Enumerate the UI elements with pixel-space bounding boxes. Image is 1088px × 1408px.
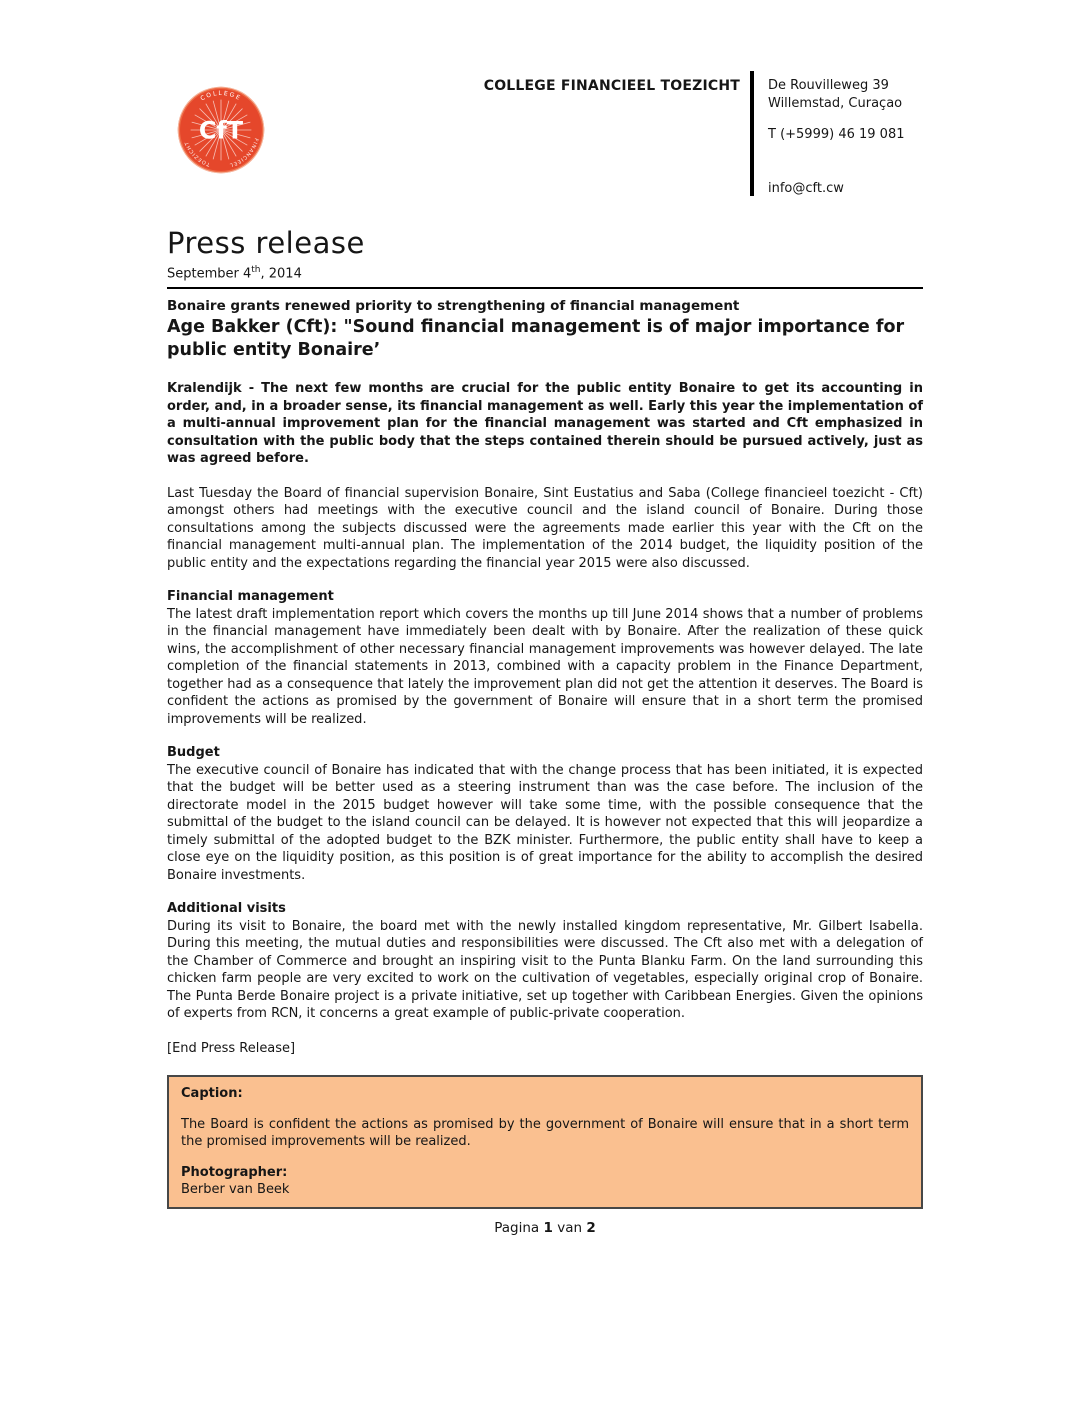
caption-label: Caption: [181,1086,243,1102]
caption-text: The Board is confident the actions as promised by the government of Bonaire will ensure that in a short term the promised improvements will be realized. [181,1116,909,1150]
section-financial-management [167,588,923,728]
seal-ring-text-right: FINANCIEEL [228,137,259,168]
intro-paragraph: Last Tuesday the Board of financial supervision Bonaire, Sint Eustatius and Saba (College financieel toezicht - Cft) amongst others had meetings with the executive council and the island council of Bonaire. During those consultations among the subjects discussed were the agreements made earlier this year with the Cft on the financial management multi-annual plan. The implementation of the 2014 budget, the liquidity position of the public entity and the expectations regarding the financial year 2015 were also discussed. [167,485,923,571]
page-footer [167,1220,923,1238]
section-budget [167,744,923,884]
caption-box [167,1075,923,1209]
footer-page-total: 2 [586,1219,596,1236]
section-additional-visits [167,900,923,1023]
date-prefix: September 4 [167,266,252,282]
photographer-label: Photographer: [181,1164,288,1180]
page-title: Press release [167,226,365,260]
date-ordinal: th [251,265,261,275]
email-address: info@cft.cw [768,181,844,196]
end-press-release-marker: [End Press Release] [167,1040,296,1056]
headline: Age Bakker (Cft): "Sound financial management is of major importance for public entity Bonaire’ [167,317,905,360]
date-line [167,262,923,289]
footer-page-word: Pagina [494,1219,540,1236]
phone-number: T (+5999) 46 19 081 [768,127,905,142]
section-body: The latest draft implementation report which covers the months up till June 2014 shows that a number of problems in the financial management have immediately been dealt with by Bonaire. After the realization of these quick wins, the accomplishment of other necessary financial management improvements was however delayed. The late completion of the financial statements in 2013, combined with a capacity problem in the Finance Department, together had as a consequence that lately the improvement plan did not get the attention it deserves. The Board is confident the actions as promised by the government of Bonaire will ensure that in a short term the promised improvements will be realized. [167,606,923,727]
seal-ring-text-top: COLLEGE [199,90,243,103]
section-body: The executive council of Bonaire has indicated that with the change process that has been initiated, it is expected that the budget will be better used as a steering instrument than was the case before. The inclusion of the directorate model in the 2015 budget however will take some time, with the possible consequence that the submittal of the budget to the island council can be delayed. It is however not expected that this will jeopardize a timely submittal of the adopted budget to the BZK minister. Furthermore, the public entity shall have to keep a close eye on the liquidity position, as this position is of great importance for the ability to accomplish the desired Bonaire investments. [167,762,923,883]
address-block [768,77,905,198]
organization-name: COLLEGE FINANCIEEL TOEZICHT [483,78,740,94]
seal-monogram: CfT [198,116,244,145]
section-heading: Additional visits [167,901,286,917]
footer-page-number: 1 [543,1219,553,1236]
document-body [167,227,923,1237]
header-divider [750,71,754,196]
address-street: De Rouvilleweg 39 [768,78,889,93]
cft-seal-icon [175,84,267,176]
date-suffix: , 2014 [260,266,302,282]
section-body: During its visit to Bonaire, the board met with the newly installed kingdom representative, Mr. Gilbert Isabella. During this meeting, the mutual duties and responsibilities were discussed. The Cft also met with a delegation of the Chamber of Commerce and brought an inspiring visit to the Punta Blanku Farm. On the land surrounding this chicken farm people are very excited to work on the cultivation of vegetables, especially original crop of Bonaire. The Punta Berde Bonaire project is a private initiative, set up together with Caribbean Energies. Given the opinions of experts from RCN, it concerns a great example of public-private cooperation. [167,918,923,1022]
section-heading: Financial management [167,589,334,605]
section-heading: Budget [167,745,220,761]
cft-logo [175,84,267,176]
subject-line: Bonaire grants renewed priority to strengthening of financial management [167,297,740,314]
lead-paragraph: Kralendijk - The next few months are crucial for the public entity Bonaire to get its accounting in order, and, in a broader sense, its financial management as well. Early this year the implementation of a multi-annual improvement plan for the financial management was started and Cft emphasized in consultation with the public body that the steps contained therein should be pursued actively, just as was agreed before. [167,381,923,467]
seal-ring-text-left: TOEZICHT [183,140,211,168]
address-city: Willemstad, Curaçao [768,96,903,111]
photographer-name: Berber van Beek [181,1182,290,1198]
footer-of-word: van [557,1219,583,1236]
